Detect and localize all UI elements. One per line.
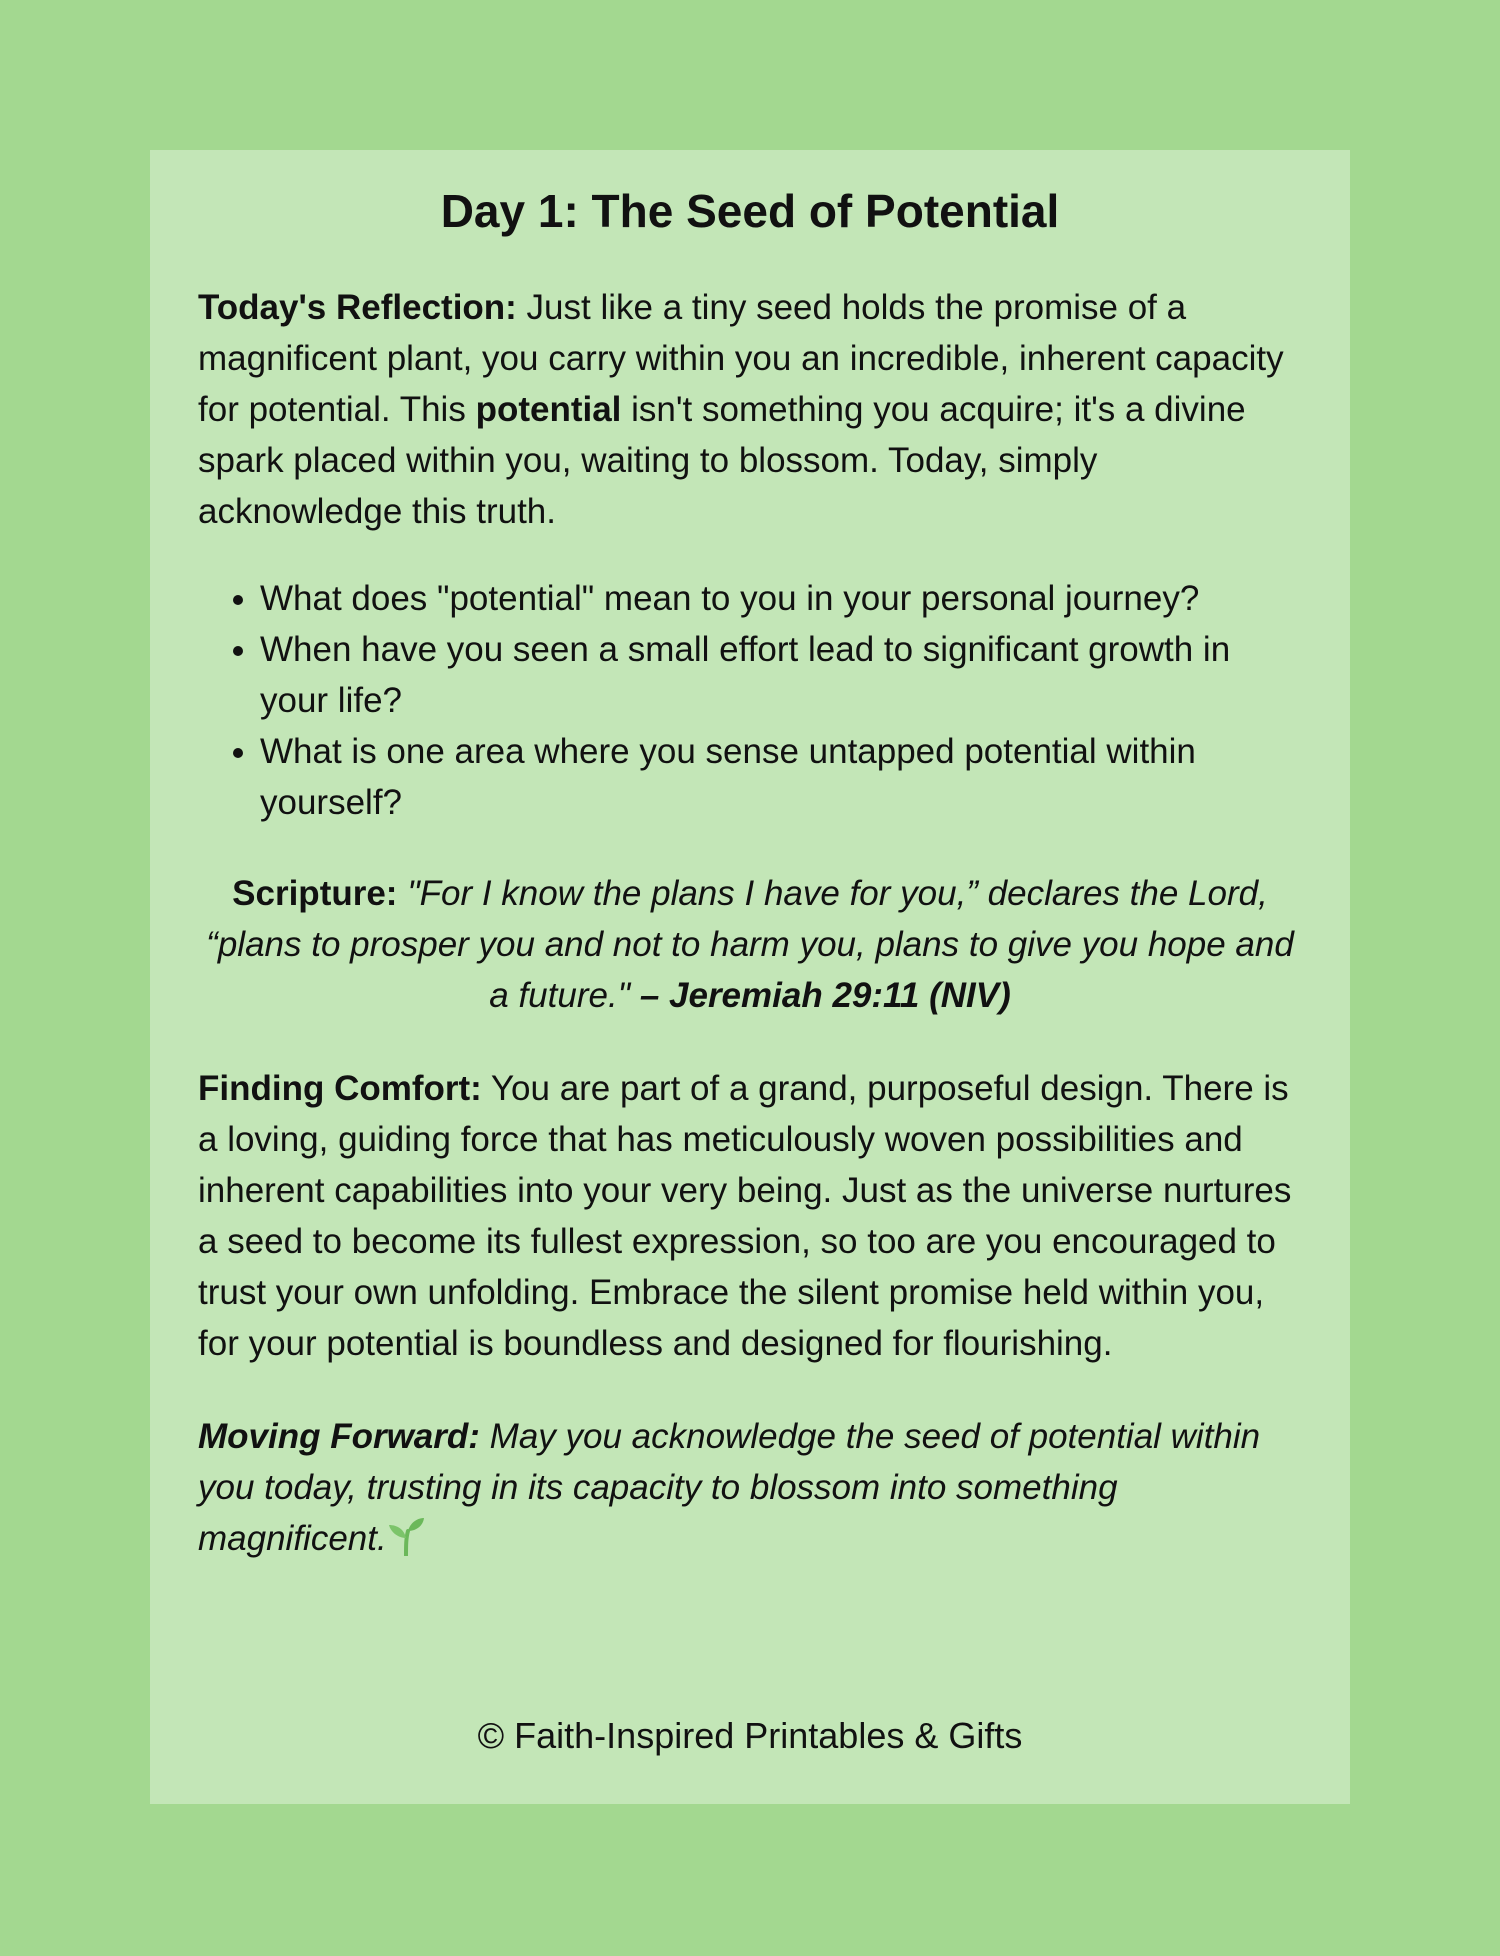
comfort-paragraph xyxy=(198,1063,1302,1369)
devotional-card xyxy=(150,150,1350,1804)
question-item: • What is one area where you sense untapped potential within yourself? xyxy=(260,726,1302,828)
scripture-block xyxy=(198,868,1302,1021)
scripture-quote: "For I know the plans I have for you,” declares the Lord, “plans to prosper you and not to harm you, plans to give you hope and a future." xyxy=(206,873,1294,1015)
comfort-label: Finding Comfort: xyxy=(198,1068,482,1108)
moving-forward-paragraph xyxy=(198,1411,1302,1564)
reflection-text-1: Just like a tiny seed holds the promise of a magnificent plant, you carry within you an incredible, inherent capacity for potential. This xyxy=(198,287,1284,429)
moving-forward-label: Moving Forward: xyxy=(198,1416,480,1456)
scripture-label: Scripture: xyxy=(232,873,398,913)
comfort-text: You are part of a grand, purposeful design. There is a loving, guiding force that has meticulously woven possibilities and inherent capabilities into your very being. Just as the universe nurtures a seed to become its fullest expression, so too are you encouraged to trust your own unfolding. Embrace the silent promise held within you, for your potential is boundless and designed for flourishing. xyxy=(198,1068,1292,1363)
reflection-label: Today's Reflection: xyxy=(198,287,517,327)
reflection-questions xyxy=(198,573,1302,828)
moving-forward-text: May you acknowledge the seed of potential within you today, trusting in its capacity to blossom into something magnificent. xyxy=(198,1416,1261,1558)
question-item: • What does "potential" mean to you in your personal journey? xyxy=(260,573,1302,624)
reflection-text-2: isn't something you acquire; it's a divine spark placed within you, waiting to blossom. Today, simply acknowledge this truth. xyxy=(198,389,1246,531)
scripture-reference: – Jeremiah 29:11 (NIV) xyxy=(630,975,1011,1015)
seedling-icon xyxy=(387,1516,425,1556)
copyright-footer: © Faith-Inspired Printables & Gifts xyxy=(477,1715,1023,1756)
reflection-emphasis: potential xyxy=(475,389,622,429)
reflection-paragraph xyxy=(198,282,1302,537)
question-item: • When have you seen a small effort lead to significant growth in your life? xyxy=(260,624,1302,726)
page-title: Day 1: The Seed of Potential xyxy=(440,185,1060,237)
